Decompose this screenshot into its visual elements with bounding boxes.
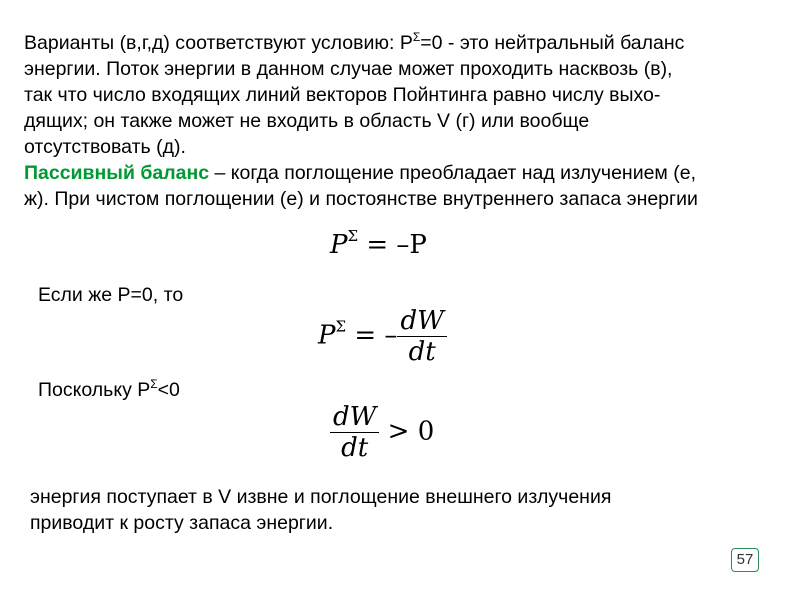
paragraph-line: дящих; он также может не входить в область V (г) или вообще xyxy=(24,110,590,132)
paragraph-line: энергии. Поток энергии в данном случае может проходить насквозь (в), xyxy=(24,58,673,80)
paragraph-line: приводит к росту запаса энергии. xyxy=(30,512,334,534)
passive-balance-term: Пассивный баланс xyxy=(24,162,210,184)
fraction-dw-dt: $\frac{dW}{dt}$ xyxy=(397,306,446,367)
paragraph-conclusion xyxy=(30,484,800,536)
page-number-badge: 57 xyxy=(731,548,759,572)
formula-p-sigma-minus-p: $P^\Sigma = -P$ xyxy=(330,227,427,260)
paragraph-line: так что число входящих линий векторов Пойнтинга равно числу выхо- xyxy=(24,84,661,106)
fraction-dw-dt: $\frac{dW}{dt}$ xyxy=(330,402,379,463)
formula-dw-dt-positive: $\frac{dW}{dt}$ > 0 xyxy=(330,402,434,463)
paragraph-line: Пассивный баланс – когда поглощение преобладает над излучением (е, xyxy=(24,162,697,184)
sigma-superscript: Σ xyxy=(412,30,421,44)
paragraph-line: отсутствовать (д). xyxy=(24,136,186,158)
paragraph-neutral-balance xyxy=(24,30,794,160)
text-if-p-zero: Если же P=0, то xyxy=(38,284,184,306)
paragraph-line: ж). При чистом поглощении (е) и постоянстве внутреннего запаса энергии xyxy=(24,188,698,210)
paragraph-line: энергия поступает в V извне и поглощение внешнего излучения xyxy=(30,486,612,508)
text-since-p-sigma-negative: Поскольку $P^\Sigma<0$ xyxy=(38,377,180,401)
paragraph-passive-balance xyxy=(24,160,794,212)
paragraph-line: Варианты (в,г,д) соответствуют условию: $P^\Sigma=0$ - это нейтральный баланс xyxy=(24,30,685,54)
formula-p-sigma-dw-dt: $P^\Sigma$ = – $\frac{dW}{dt}$ xyxy=(318,306,447,367)
